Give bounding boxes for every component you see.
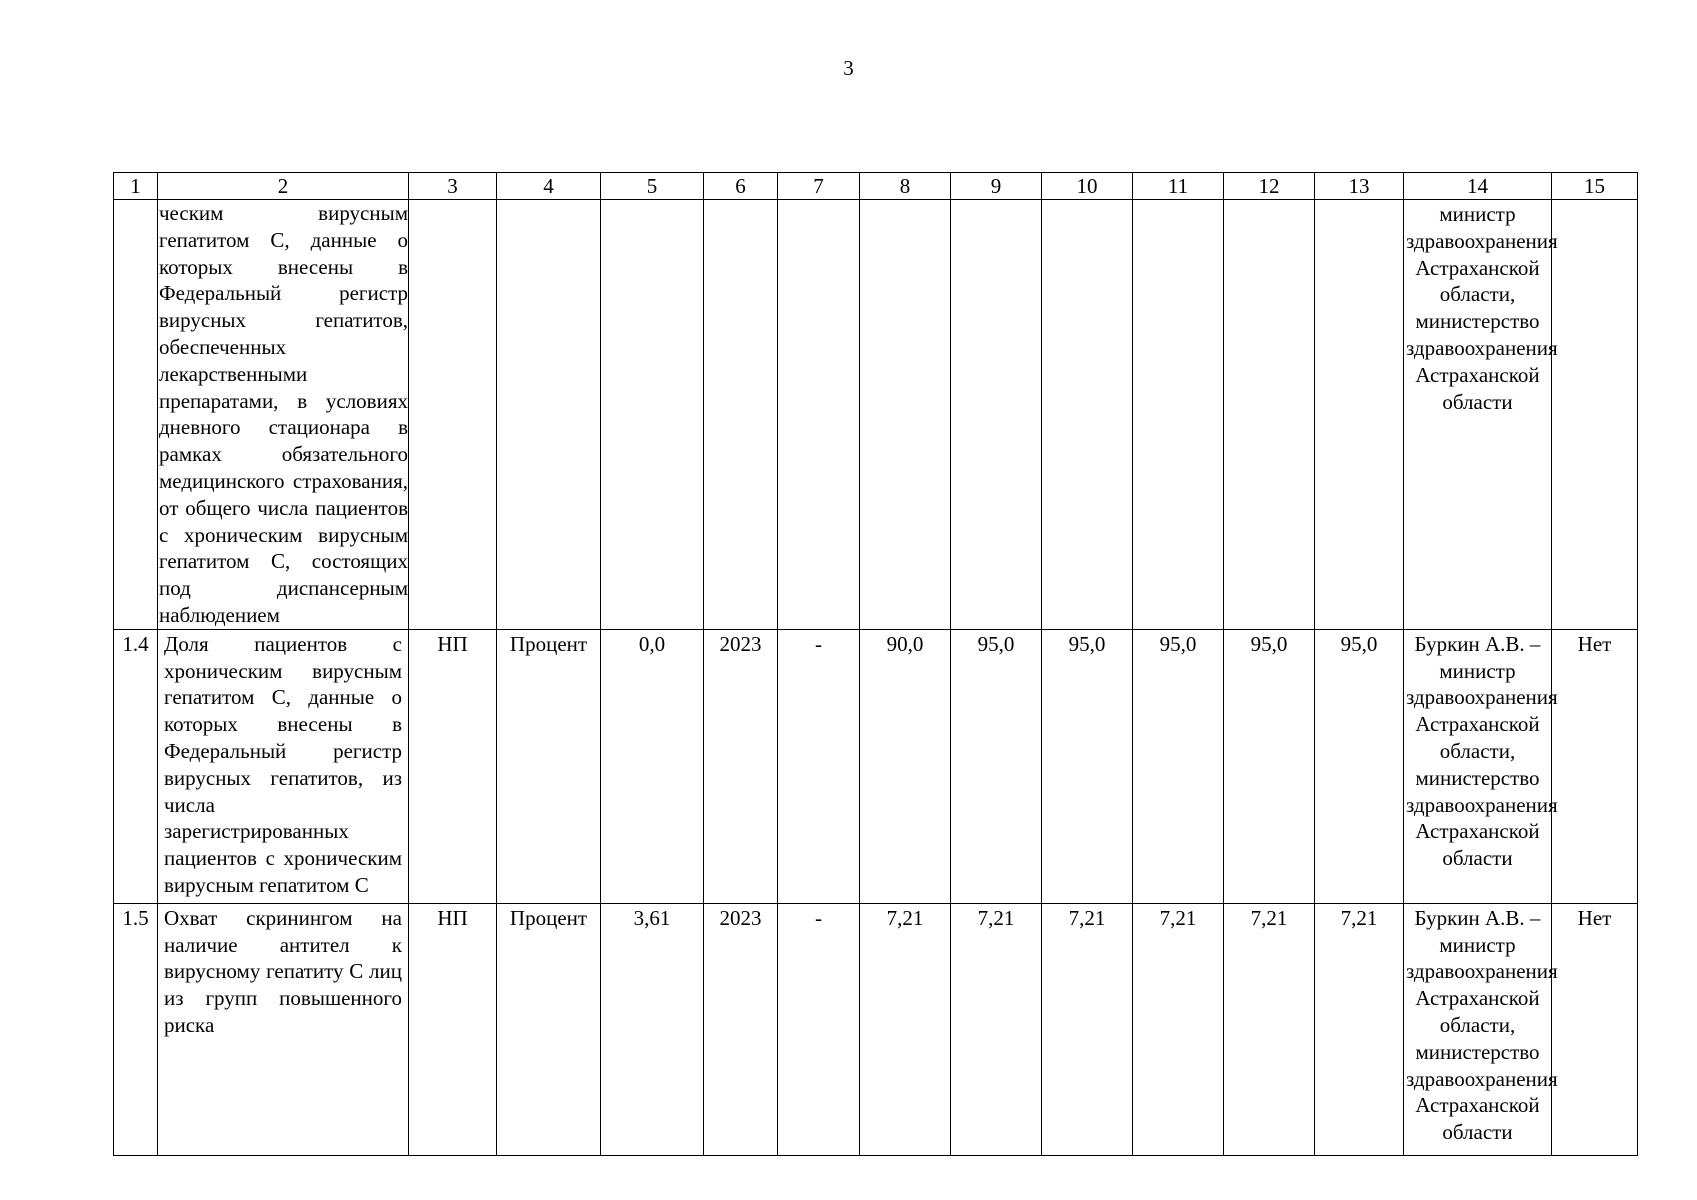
base-value (601, 200, 704, 630)
indicator-level: НП (409, 903, 497, 1155)
value-col-15 (1552, 200, 1638, 630)
column-header: 6 (704, 173, 778, 200)
base-year: 2023 (704, 629, 778, 903)
value-col-11: 95,0 (1133, 629, 1224, 903)
column-header: 14 (1404, 173, 1552, 200)
value-col-10: 7,21 (1042, 903, 1133, 1155)
unit: Процент (497, 903, 601, 1155)
base-year: 2023 (704, 903, 778, 1155)
row-number: 1.5 (114, 903, 158, 1155)
value-col-13: 95,0 (1315, 629, 1404, 903)
value-col-7: - (778, 629, 860, 903)
column-header: 3 (409, 173, 497, 200)
column-header: 15 (1552, 173, 1638, 200)
row-number (114, 200, 158, 630)
page-number: 3 (843, 56, 854, 80)
column-header: 8 (860, 173, 951, 200)
indicator-name: ческим вирусным гепатитом С, данные о которых внесены в Федеральный регистр вирусных гепатитов, обеспеченных лекарственными препаратами, в условиях дневного стационара в рамках обязательного медицинского страхования, от общего числа пациентов с хроническим вирусным гепатитом С, состоящих под диспансерным наблюдением (158, 200, 409, 630)
value-col-12: 7,21 (1224, 903, 1315, 1155)
unit (497, 200, 601, 630)
row-number: 1.4 (114, 629, 158, 903)
value-col-9: 95,0 (951, 629, 1042, 903)
value-col-13: 7,21 (1315, 903, 1404, 1155)
table-row (114, 200, 1638, 630)
value-col-11: 7,21 (1133, 903, 1224, 1155)
unit: Процент (497, 629, 601, 903)
value-col-15: Нет (1552, 903, 1638, 1155)
value-col-9: 7,21 (951, 903, 1042, 1155)
value-col-11 (1133, 200, 1224, 630)
column-header: 1 (114, 173, 158, 200)
column-header: 11 (1133, 173, 1224, 200)
column-header: 2 (158, 173, 409, 200)
column-number-row (114, 173, 1638, 200)
value-col-13 (1315, 200, 1404, 630)
responsible: министр здравоохранения Астраханской области, министерство здравоохранения Астраханской области (1404, 200, 1552, 630)
column-header: 9 (951, 173, 1042, 200)
value-col-12 (1224, 200, 1315, 630)
base-value: 3,61 (601, 903, 704, 1155)
value-col-8: 90,0 (860, 629, 951, 903)
indicator-name: Охват скринингом на наличие антител к вирусному гепатиту С лиц из групп повышенного риска (158, 903, 409, 1155)
indicator-level (409, 200, 497, 630)
column-header: 5 (601, 173, 704, 200)
value-col-8 (860, 200, 951, 630)
value-col-10 (1042, 200, 1133, 630)
column-header: 12 (1224, 173, 1315, 200)
indicators-table (113, 172, 1638, 1156)
responsible: Буркин А.В. – министр здравоохранения Астраханской области, министерство здравоохранения Астраханской области (1404, 903, 1552, 1155)
column-header: 10 (1042, 173, 1133, 200)
column-header: 4 (497, 173, 601, 200)
column-header: 7 (778, 173, 860, 200)
responsible: Буркин А.В. – министр здравоохранения Астраханской области, министерство здравоохранения Астраханской области (1404, 629, 1552, 903)
value-col-7: - (778, 903, 860, 1155)
base-year (704, 200, 778, 630)
column-header: 13 (1315, 173, 1404, 200)
value-col-7 (778, 200, 860, 630)
value-col-9 (951, 200, 1042, 630)
table-row (114, 903, 1638, 1155)
indicator-name: Доля пациентов с хроническим вирусным гепатитом С, данные о которых внесены в Федеральный регистр вирусных гепатитов, из числа зарегистрированных пациентов с хроническим вирусным гепатитом С (158, 629, 409, 903)
indicator-level: НП (409, 629, 497, 903)
value-col-15: Нет (1552, 629, 1638, 903)
table-row (114, 629, 1638, 903)
value-col-12: 95,0 (1224, 629, 1315, 903)
value-col-8: 7,21 (860, 903, 951, 1155)
value-col-10: 95,0 (1042, 629, 1133, 903)
base-value: 0,0 (601, 629, 704, 903)
